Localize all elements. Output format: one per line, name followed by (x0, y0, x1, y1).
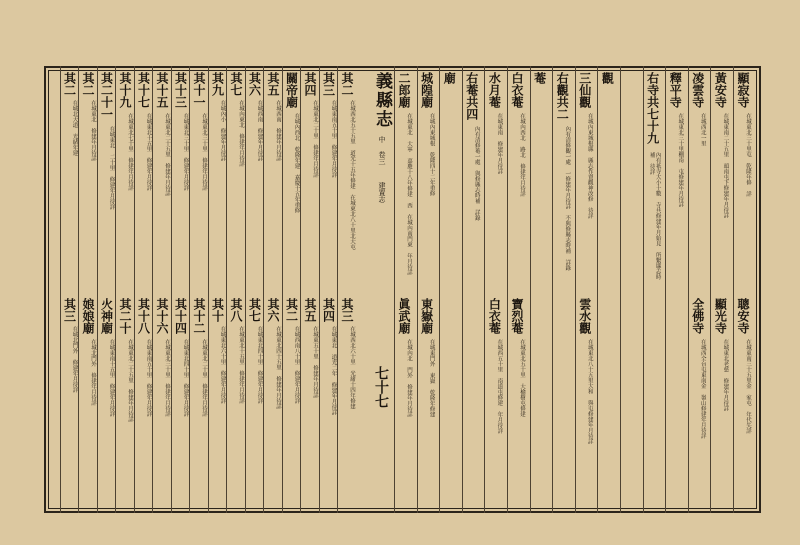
left-entry-name: 其七 (229, 72, 243, 96)
right-entry-note: 在城東北老慈 修建年月待詳 (722, 339, 729, 411)
volume-label: 中 卷三 (378, 136, 386, 165)
left-entry-note: 在城東五十里 修建年月待詳 (312, 326, 318, 398)
left-column (61, 66, 83, 513)
right-entry-note: 在城東北八十五里大和 與屯修建年月待詳 (586, 339, 593, 444)
right-entry-name: 顯光寺 (713, 298, 728, 334)
right-entry-name: 釋平寺 (668, 72, 683, 108)
left-entry-name: 其二十一 (99, 72, 114, 120)
right-entry-name: 寶烈菴 (510, 298, 524, 334)
left-entry-note: 在城西南 修建年月待詳 (275, 100, 281, 161)
left-entry-name: 其十四 (173, 298, 188, 334)
page-title: 義縣志 (372, 72, 392, 129)
left-entry-note: 在城東北二十五里 修建年月待詳 (164, 113, 170, 196)
right-column (485, 66, 507, 513)
right-entry-note: 在城東南二十五里 頭南屯下修建年月待詳 (722, 113, 729, 218)
right-entry-name: 二郎廟 (397, 72, 411, 108)
left-entry-note: 在城東北三十里 修建年月待詳 (164, 339, 170, 417)
left-entry-note: 在城內西北 乾隆年建 嘉慶十五年重修 (293, 113, 300, 213)
right-column (621, 66, 643, 513)
left-entry-name: 其九 (210, 72, 225, 96)
left-entry-note: 在城北門外 修建年月待詳 (90, 339, 96, 406)
right-column (598, 66, 620, 513)
left-entry-name: 其五 (303, 298, 317, 322)
right-entry-note: 在城內東城根 乾隆四十二年重修 (428, 113, 435, 196)
right-entry-note: 在城內西北 路北 修建年月待詳 (519, 113, 525, 197)
column-rule (60, 66, 61, 513)
left-entry-note: 在城內小 修建年月待詳 (219, 100, 226, 161)
left-entry-name: 其二 (81, 72, 95, 96)
left-entry-name: 其五 (266, 72, 280, 96)
left-entry-note: 在城東北四十里 修建年月待詳 (182, 339, 189, 417)
right-entry-name: 白衣菴 (510, 72, 524, 108)
left-entry-name: 其二 (62, 72, 77, 96)
right-column (418, 66, 440, 513)
left-entry-name: 娘娘廟 (81, 298, 95, 334)
right-entry-note: 在城西五十里 南道屯修建 年月待詳 (496, 339, 503, 434)
left-entry-name: 其十六 (155, 298, 169, 334)
left-entry-note: 在城西南 修建年月待詳 (256, 100, 263, 161)
left-entry-note: 在城東南五十里 修建年月待詳 (330, 100, 337, 178)
right-column (711, 66, 733, 513)
right-column (576, 66, 598, 513)
right-entry-note: 在城西北一里 (699, 113, 706, 146)
left-entry-note: 在城東南五十里 修建年月待詳 (145, 339, 152, 417)
left-entry-note: 在城內東北 修建年月待詳 (238, 100, 244, 167)
left-entry-name: 火神廟 (99, 298, 114, 334)
right-entry-note: 在城東北三十里棚南 屯修建年月待詳 (677, 113, 684, 207)
left-entry-note: 在城東南十五里 修建年月待詳 (108, 339, 115, 417)
right-entry-note: 在城西全台屯東南金 嶺山修建年月待詳 (699, 339, 706, 439)
left-entry-note: 在城東北二十里 修建年月待詳 (312, 100, 318, 178)
left-entry-note: 在城東北六十里 修建年月待詳 (219, 326, 226, 404)
center-header (369, 66, 397, 513)
left-entry-name: 其十五 (155, 72, 169, 108)
left-entry-name: 其十三 (173, 72, 188, 108)
right-entry-name: 城隍廟 (419, 72, 434, 108)
left-entry-note: 在城北門外 修建年月待詳 (71, 326, 78, 393)
right-entry-note: 在城內東城根縣 縣志作賣觀神改修 待詳 (586, 113, 593, 219)
section-label: 建置志 (378, 182, 386, 203)
left-entry-note: 在城西北五十五里 道光十五年修建 在城東北八十里北大屯 (349, 100, 355, 250)
left-entry-name: 其二十 (118, 298, 132, 334)
right-column (644, 66, 666, 513)
left-entry-note: 在城東北十五里 修建年月待詳 (145, 113, 152, 191)
left-entry-note: 在城東北十五里 修建年月待詳 (238, 326, 244, 404)
left-entry-name: 其十七 (136, 72, 151, 108)
right-entry-name: 三仙觀 (577, 72, 592, 108)
right-entry-note: 在城東北五十里 大榆樹屯修建 (519, 339, 525, 417)
left-entry-name: 其八 (229, 298, 243, 322)
left-entry-note: 在城東北四十五里 修建年月待詳 (275, 326, 281, 409)
left-entry-name: 其四 (303, 72, 317, 96)
right-entry-name: 水月菴 (487, 72, 502, 108)
left-entry-note: 在城北大道 光緒年建 (71, 100, 78, 156)
right-column (395, 66, 417, 513)
right-entry-name: 菴 (532, 72, 547, 84)
right-entry-name: 聰安寺 (736, 298, 750, 334)
right-column (440, 66, 462, 513)
right-entry-note: 內有祇寺大小十數 寺共修建年月始見 所繫縣志時補 待詳 (648, 152, 661, 280)
left-entry-name: 其三 (321, 72, 336, 96)
left-entry-note: 在城東北三十里 修建年月待詳 (182, 113, 189, 191)
right-entry-name: 黃安寺 (713, 72, 728, 108)
left-entry-note: 在城西南八十里 修建年月待詳 (293, 326, 300, 404)
left-entry-name: 其七 (247, 298, 262, 322)
left-entry-name: 其六 (247, 72, 262, 96)
right-column (508, 66, 530, 513)
right-entry-name: 廟 (442, 72, 457, 84)
right-entry-name: 白衣菴 (487, 298, 502, 334)
right-entry-note: 內有清修觀一處 一修建年月待詳 不與修縣志時補 詳錄 (564, 126, 571, 271)
left-entry-name: 其十一 (192, 72, 206, 108)
right-entry-note: 在城東北三十里屯 乾隆年修 詳 (745, 113, 751, 197)
right-entry-name: 右寺共七十九 (645, 72, 660, 144)
page-number: 七十七 (373, 366, 389, 408)
left-entry-name: 其十九 (118, 72, 132, 108)
left-entry-note: 在城東北二十里 修建年月待詳 (201, 339, 207, 417)
left-entry-note: 在城西北六十里 光緒十四年修建 (349, 326, 355, 409)
right-column (689, 66, 711, 513)
right-entry-note: 在城東南 修建年月待詳 (496, 113, 503, 174)
right-entry-name: 全佛寺 (690, 298, 705, 334)
right-entry-name: 右菴共四 (464, 72, 479, 120)
right-column (531, 66, 553, 513)
left-entry-note: 在城東北 修建年月待詳 (90, 100, 96, 161)
right-entry-name: 凌雲寺 (690, 72, 705, 108)
right-entry-note: 內有清修菴一處 與修縣志時補 詳錄 (473, 126, 480, 221)
left-entry-name: 其二 (340, 72, 354, 96)
right-column (734, 66, 756, 513)
right-entry-name: 東嶽廟 (419, 298, 434, 334)
left-entry-name: 其三 (62, 298, 77, 322)
right-column (666, 66, 688, 513)
left-entry-note: 在城東北 二十里 修建年月待詳 (108, 126, 115, 210)
right-entry-name: 右觀共二 (555, 72, 570, 120)
right-entry-name: 雲水觀 (577, 298, 592, 334)
left-entry-name: 其六 (266, 298, 280, 322)
right-entry-name: 顯寂寺 (736, 72, 750, 108)
right-column (553, 66, 575, 513)
left-entry-name: 其十 (210, 298, 225, 322)
left-entry-note: 在城東北四十里 修建年月待詳 (256, 326, 263, 404)
left-entry-note: 在城東北三十里 修建年月待詳 (201, 113, 207, 191)
right-entry-note: 在城東北 大寧 嘉慶十八年修建 西 在城內南門東 年月待詳 (406, 113, 412, 275)
right-entry-note: 在城內北 門外 修建年月待詳 (406, 339, 412, 417)
left-entry-name: 其三 (340, 298, 354, 322)
right-entry-name: 眞武廟 (397, 298, 411, 334)
left-entry-name: 其十八 (136, 298, 151, 334)
left-entry-note: 在城東北七十里 修建年月待詳 (127, 113, 133, 191)
left-entry-name: 其二 (284, 298, 299, 322)
left-entry-name: 其四 (321, 298, 336, 322)
right-entry-note: 在城東南三十五里金 家屯 年代失詳 (745, 339, 751, 434)
left-entry-name: 關帝廟 (284, 72, 299, 108)
right-entry-note: 在城東門外 東嶽 乾隆年修建 (428, 339, 435, 417)
left-entry-name: 其十二 (192, 298, 206, 334)
right-column (463, 66, 485, 513)
left-entry-note: 在城東北 道光二年 修建年月待詳 (330, 326, 337, 415)
left-entry-note: 在城東北二十五里 修建年月待詳 (127, 339, 133, 422)
right-entry-name: 觀 (600, 72, 615, 84)
